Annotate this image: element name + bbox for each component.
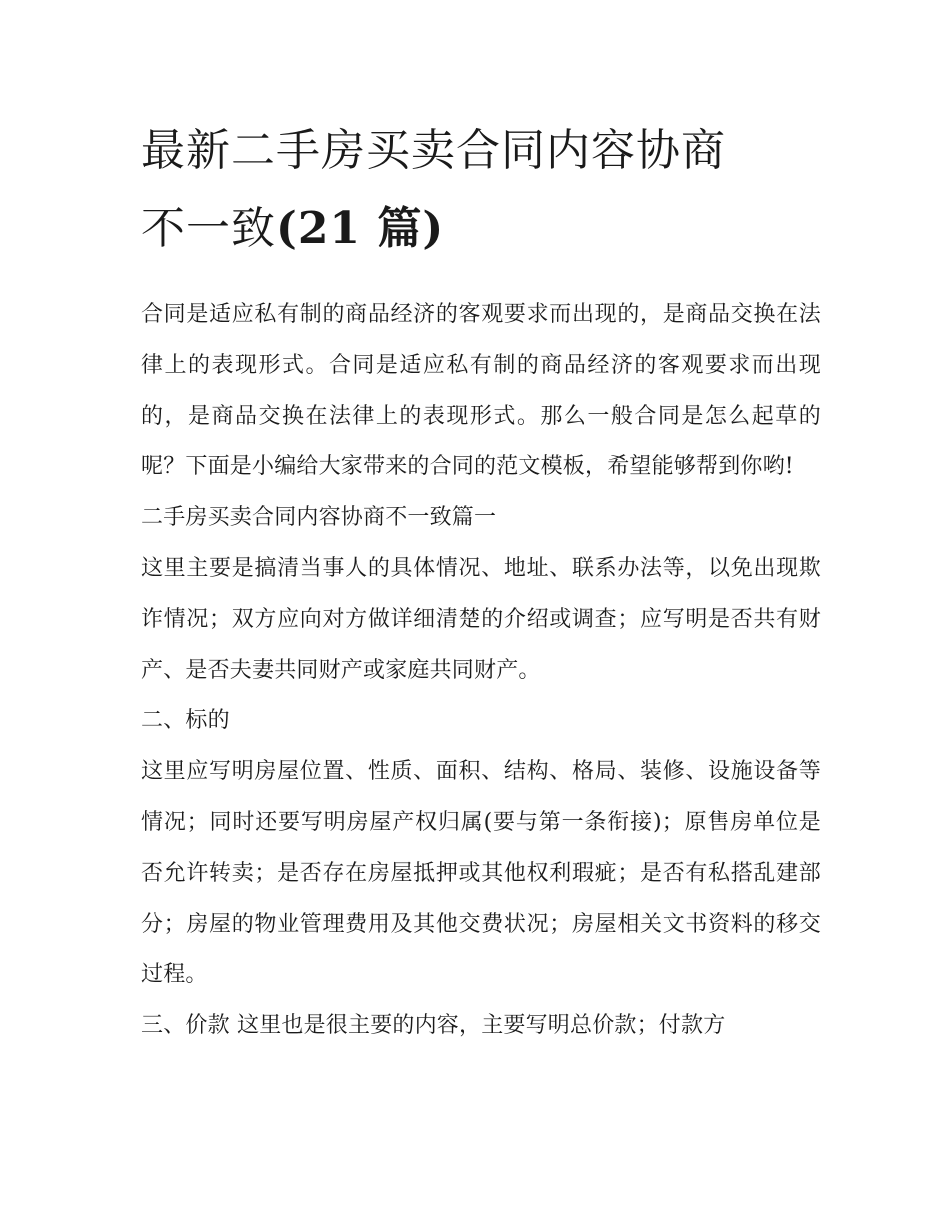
- section-heading-subject: 二、标的: [141, 708, 230, 734]
- title-line-2-text: 不一致: [141, 203, 276, 254]
- parties-paragraph: 这里主要是搞清当事人的具体情况、地址、联系办法等，以免出现欺诈情况；双方应向对方做详细清楚的介绍或调查；应写明是否共有财产、是否夫妻共同财产或家庭共同财产。: [141, 555, 821, 683]
- price-paragraph: 三、价款 这里也是很主要的内容，主要写明总价款；付款方: [141, 1013, 726, 1039]
- title-line-1: 最新二手房买卖合同内容协商: [141, 125, 726, 176]
- section-heading-part-one: 二手房买卖合同内容协商不一致篇一: [141, 505, 497, 531]
- document-title: [141, 112, 821, 268]
- subject-paragraph: 这里应写明房屋位置、性质、面积、结构、格局、装修、设施设备等情况；同时还要写明房屋产权归属(要与第一条衔接)；原售房单位是否允许转卖；是否存在房屋抵押或其他权利瑕疵；是否有私搭乱建部分；房屋的物业管理费用及其他交费状况；房屋相关文书资料的移交过程。: [141, 759, 821, 988]
- document-page: [141, 112, 821, 1052]
- title-line-2-count: (21 篇): [276, 203, 445, 254]
- intro-paragraph: 合同是适应私有制的商品经济的客观要求而出现的，是商品交换在法律上的表现形式。合同是适应私有制的商品经济的客观要求而出现的，是商品交换在法律上的表现形式。那么一般合同是怎么起草的呢？下面是小编给大家带来的合同的范文模板，希望能够帮到你哟!: [141, 302, 821, 480]
